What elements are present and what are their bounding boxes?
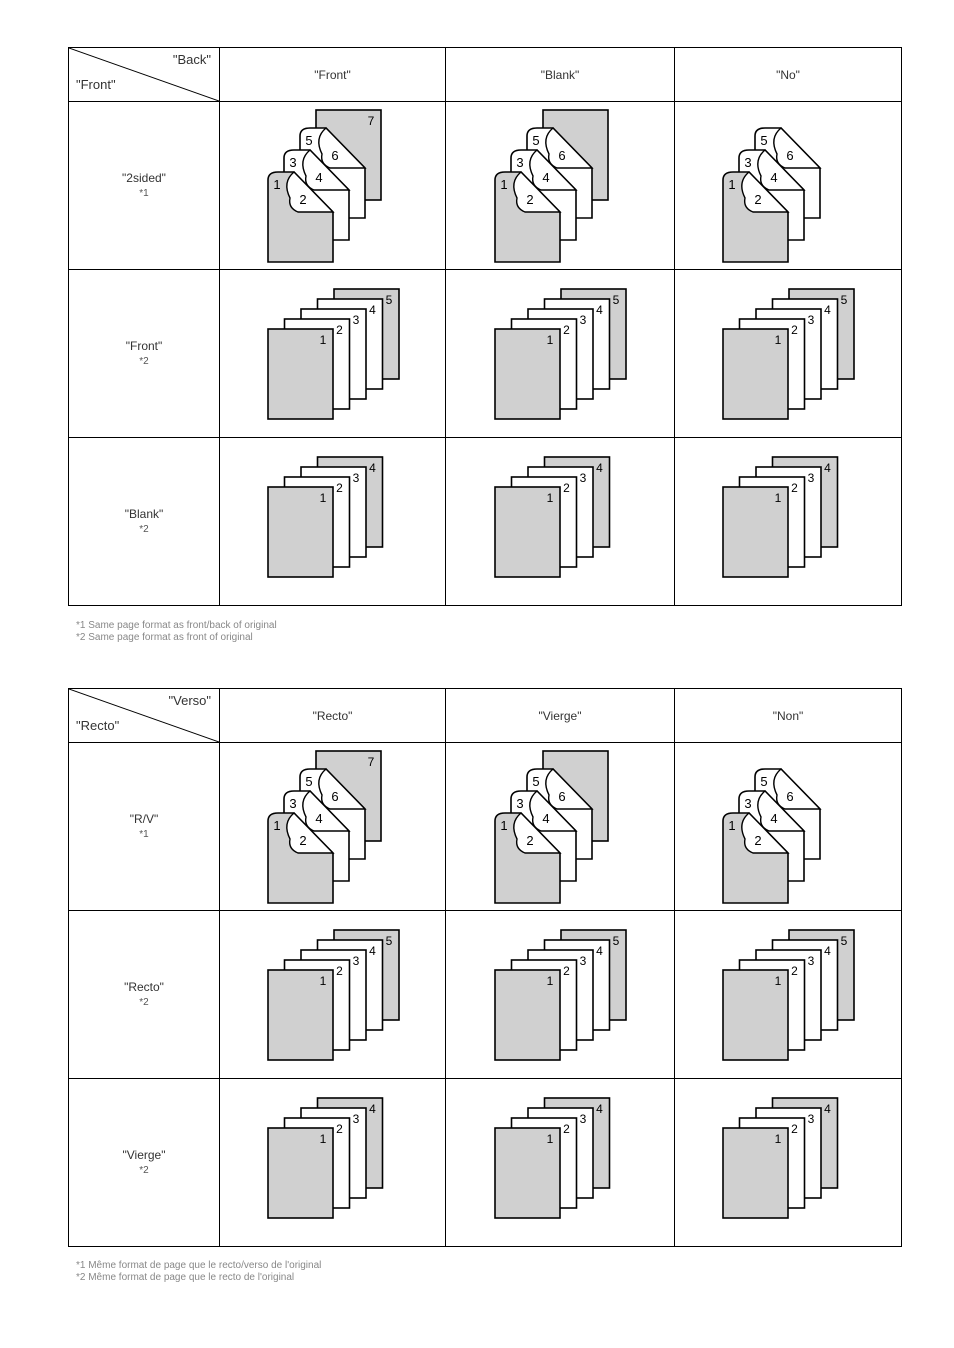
sheet-number: 2 [754,832,762,848]
corner-header [69,48,220,102]
diagram-cell [220,270,446,438]
sheet-number: 5 [304,773,313,789]
sheet-number: 4 [596,943,603,958]
sheet-number: 3 [516,795,524,811]
sheet-number: 6 [786,147,794,163]
sheet-number: 3 [352,312,359,327]
sheet-number: 3 [579,1111,587,1126]
sheet-number: 2 [791,963,798,978]
sheet-number: 4 [824,460,831,475]
diagram-cell [220,911,446,1079]
stack-diagram [485,447,635,597]
sheet-number: 2 [298,191,307,207]
sheet-number: 6 [330,788,339,804]
sheet-number: 2 [335,322,343,337]
sheet-number: 1 [500,176,508,192]
sheet-number: 4 [596,302,603,317]
column-header-vierge: "Vierge" [446,689,675,743]
row-header-2sided: "2sided" *1 [69,102,220,270]
sheet-number: 2 [335,1121,343,1136]
column-header-front: "Front" [220,48,446,102]
sheet-number: 4 [770,810,778,826]
sheet-number: 1 [272,176,281,192]
sheet-number: 5 [760,773,768,789]
footnote: *2 Même format de page que le recto de l'original [76,1272,295,1283]
sheet-number: 2 [526,832,534,848]
diagram-cell [675,1079,902,1247]
diagram-cell [220,1079,446,1247]
stack-diagram [258,1088,408,1238]
sheet-number: 4 [596,460,603,475]
sheet-number: 4 [770,169,778,185]
diagram-cell [446,270,675,438]
diagram-cell [675,438,902,606]
sheet-number: 1 [774,490,782,505]
sheet-number: 2 [791,1121,798,1136]
duplex-diagram [485,747,635,907]
sheet-number: 1 [319,490,326,505]
footnote: *1 Même format de page que le recto/verso de l'original [76,1260,322,1271]
page-curl [774,769,820,809]
sheet-number: 1 [272,817,281,833]
sheet-number: 6 [330,147,339,163]
sheet-number: 1 [319,973,326,988]
sheet-number: 4 [542,810,550,826]
duplex-diagram [713,106,863,266]
diagram-cell [675,743,902,911]
sheet-number: 2 [563,480,570,495]
sheet-number: 5 [612,292,620,307]
sheet-number: 1 [319,332,326,347]
stack-diagram [713,1088,863,1238]
column-header-non: "Non" [675,689,902,743]
sheet-number: 3 [807,470,815,485]
sheet-number: 6 [558,788,566,804]
sheet-number: 5 [304,132,313,148]
stack-diagram [258,920,408,1070]
sheet-number: 3 [579,470,587,485]
sheet-number: 4 [368,1101,376,1116]
stack-diagram [713,279,863,429]
sheet-number: 1 [728,817,736,833]
footnote: *1 Same page format as front/back of original [76,620,277,631]
sheet-number: 3 [516,154,524,170]
diagram-cell [220,743,446,911]
sheet-number: 1 [774,332,782,347]
diagram-cell [675,270,902,438]
stack-diagram [713,447,863,597]
corner-top-label: "Back" [172,52,211,67]
corner-top-label: "Verso" [168,693,211,708]
sheet-number: 4 [824,1101,831,1116]
stack-diagram [485,920,635,1070]
diagram-cell [446,911,675,1079]
row-header-rv: "R/V" *1 [69,743,220,911]
sheet-number: 4 [824,302,831,317]
sheet-number: 1 [546,1131,554,1146]
sheet-number: 5 [612,933,620,948]
sheet-number: 3 [288,795,297,811]
sheet-number: 1 [500,817,508,833]
sheet-number: 2 [791,480,798,495]
sheet-number: 1 [546,973,554,988]
sheet-number: 4 [314,810,323,826]
sheet-number: 3 [807,312,815,327]
sheet-number: 4 [368,943,376,958]
corner-header [69,689,220,743]
sheet-number: 1 [319,1131,326,1146]
diagram-cell [675,102,902,270]
sheet-number: 2 [791,322,798,337]
diagram-cell [446,102,675,270]
sheet-number: 7 [367,754,374,769]
sheet-number: 1 [774,973,782,988]
sheet-number: 3 [807,1111,815,1126]
stack-diagram [485,279,635,429]
sheet-number: 2 [754,191,762,207]
sheet-number: 3 [579,953,587,968]
corner-bottom-label: "Recto" [76,718,120,733]
sheet-number: 4 [596,1101,603,1116]
sheet-number: 4 [368,460,376,475]
footnotes [76,1260,321,1284]
diagram-cell [446,743,675,911]
stack-diagram [258,279,408,429]
sheet-number: 3 [288,154,297,170]
sheet-number: 5 [840,933,848,948]
sheet-number: 3 [352,470,359,485]
duplex-diagram [485,106,635,266]
stack-diagram [485,1088,635,1238]
sheet-number: 4 [824,943,831,958]
sheet-number: 4 [368,302,376,317]
column-header-no: "No" [675,48,902,102]
sheet-number: 5 [840,292,848,307]
diagram-cell [446,1079,675,1247]
stack-diagram [713,920,863,1070]
sheet-number: 2 [298,832,307,848]
column-header-blank: "Blank" [446,48,675,102]
duplex-diagram [258,747,408,907]
sheet-number: 5 [385,933,392,948]
sheet-number: 3 [744,795,752,811]
sheet-number: 5 [760,132,768,148]
corner-bottom-label: "Front" [76,77,116,92]
row-header-front: "Front" *2 [69,270,220,438]
footnote: *2 Same page format as front of original [76,632,253,643]
stack-diagram [258,447,408,597]
row-header-recto: "Recto" *2 [69,911,220,1079]
sheet-number: 2 [526,191,534,207]
sheet-number: 5 [532,773,540,789]
page-curl [774,128,820,168]
diagram-cell [446,438,675,606]
footnotes [76,620,277,644]
duplex-diagram [258,106,408,266]
sheet-number: 3 [579,312,587,327]
diagram-cell [220,102,446,270]
sheet-number: 5 [385,292,392,307]
sheet-number: 2 [563,1121,570,1136]
sheet-number: 3 [807,953,815,968]
duplex-diagram [713,747,863,907]
sheet-number: 1 [774,1131,782,1146]
sheet-number: 2 [563,322,570,337]
row-header-vierge: "Vierge" *2 [69,1079,220,1247]
sheet-number: 4 [542,169,550,185]
diagram-cell [220,438,446,606]
sheet-number: 6 [558,147,566,163]
sheet-number: 1 [728,176,736,192]
diagram-cell [675,911,902,1079]
sheet-number: 3 [352,953,359,968]
sheet-number: 3 [744,154,752,170]
sheet-number: 5 [532,132,540,148]
page-format-table-fr [68,688,902,1247]
sheet-number: 2 [563,963,570,978]
sheet-number: 4 [314,169,323,185]
sheet-number: 2 [335,480,343,495]
sheet-number: 2 [335,963,343,978]
sheet-number: 1 [546,332,554,347]
sheet-number: 7 [367,113,374,128]
sheet-number: 1 [546,490,554,505]
page-format-table-en [68,47,902,606]
column-header-recto: "Recto" [220,689,446,743]
sheet-number: 6 [786,788,794,804]
row-header-blank: "Blank" *2 [69,438,220,606]
sheet-number: 3 [352,1111,359,1126]
